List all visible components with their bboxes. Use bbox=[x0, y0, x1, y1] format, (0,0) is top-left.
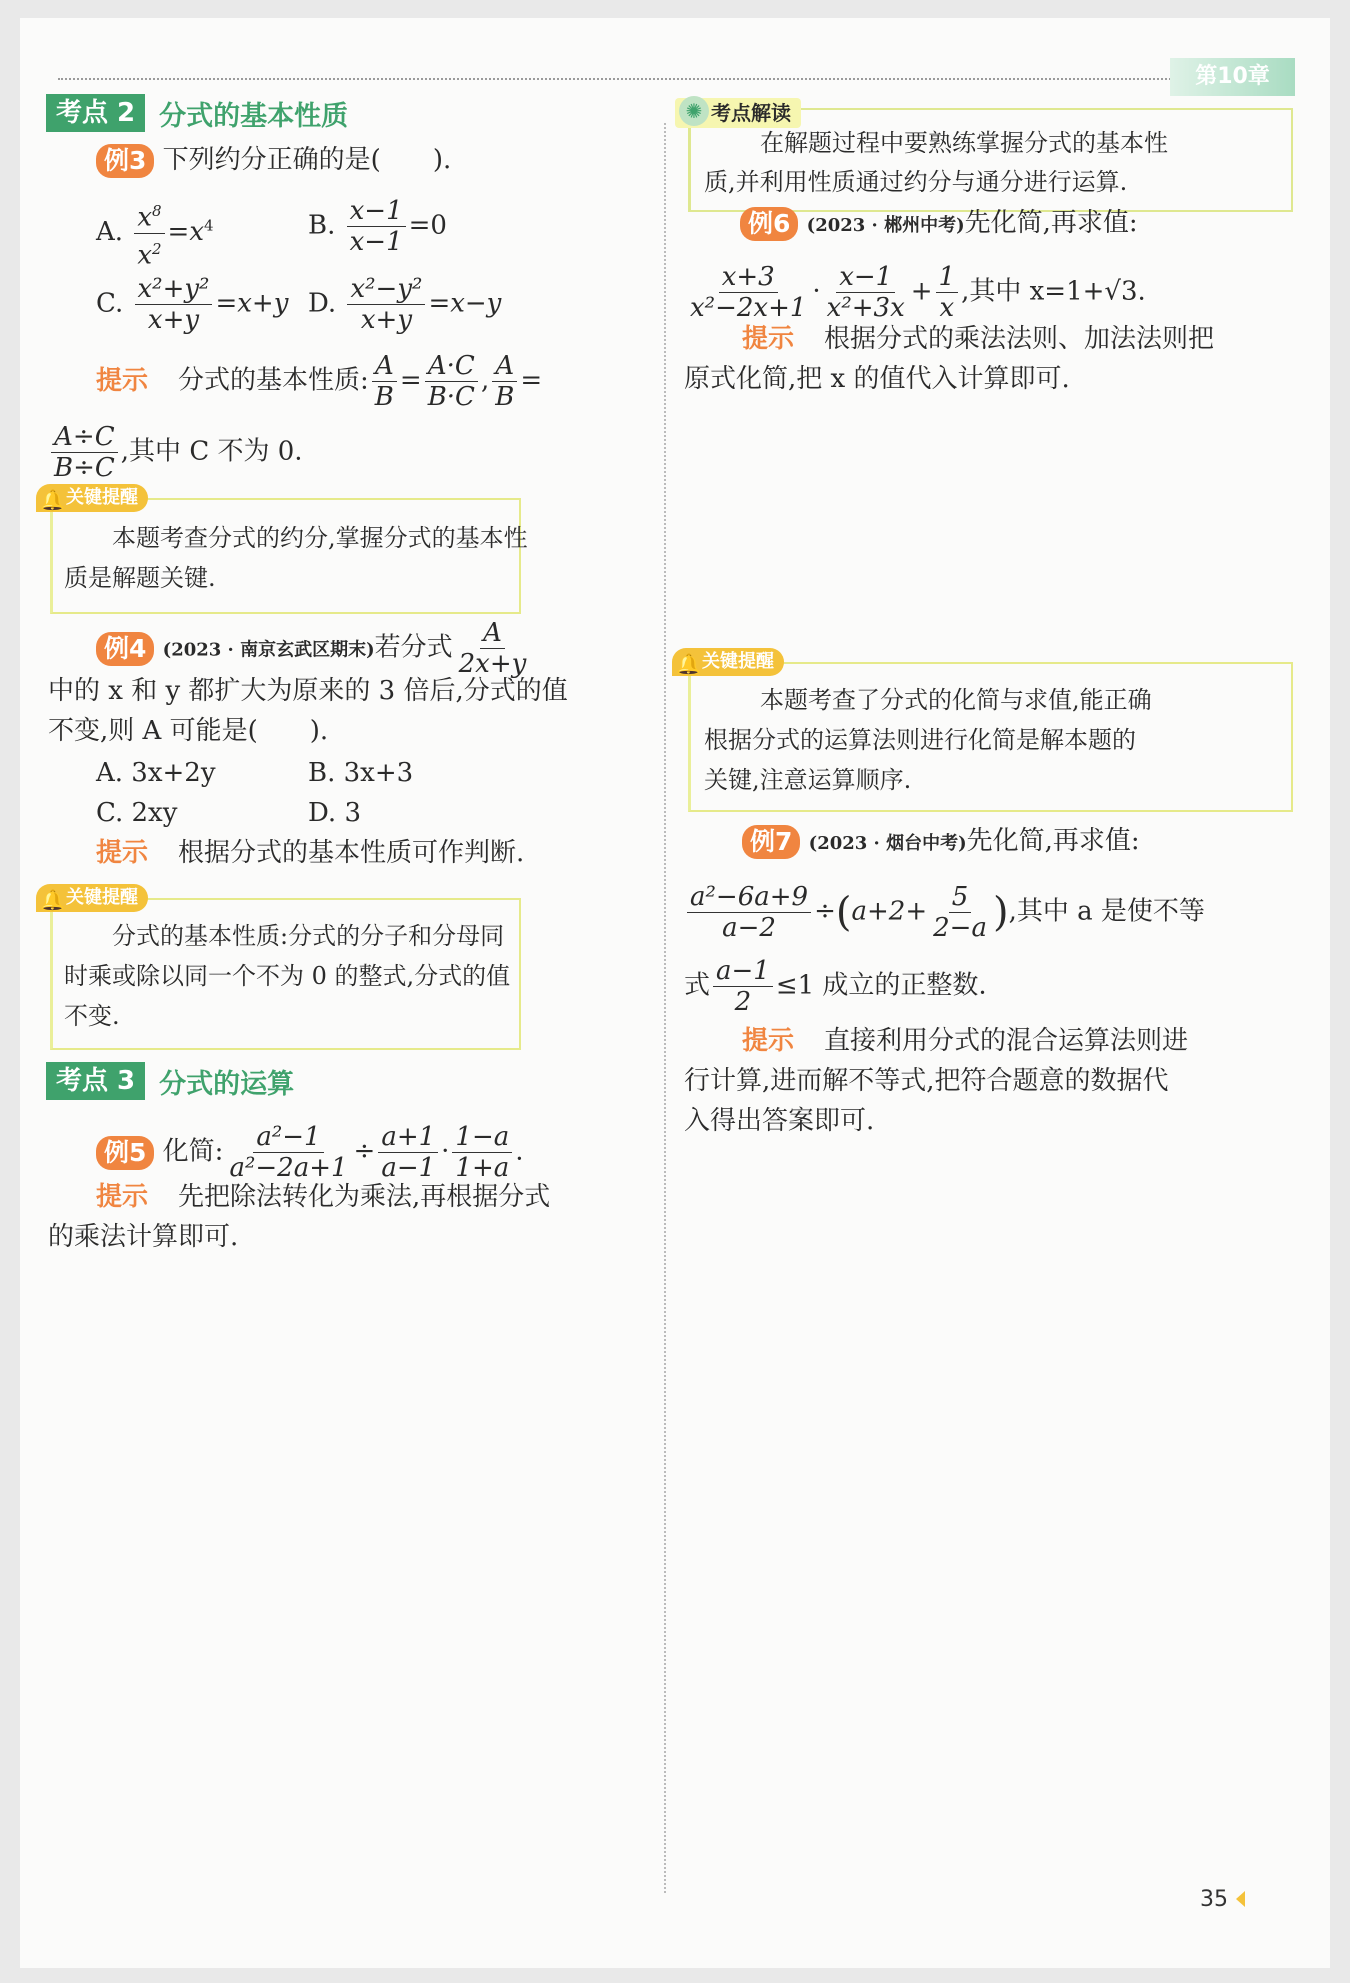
page-number: 35 bbox=[1200, 1887, 1228, 1912]
example-7-question: 例7 (2023 · 烟台中考)先化简,再求值: bbox=[742, 824, 1140, 861]
key-reminder-line: 关键,注意运算顺序. bbox=[704, 766, 912, 794]
option-d: D. 3 bbox=[308, 798, 361, 828]
key-reminder-line: 根据分式的运算法则进行化简是解本题的 bbox=[704, 726, 1136, 754]
chapter-tab: 第10章 bbox=[1170, 58, 1295, 96]
example-5-hint: 提示 先把除法转化为乘法,再根据分式 bbox=[96, 1182, 551, 1212]
example-6-hint-cont: 原式化简,把 x 的值代入计算即可. bbox=[684, 364, 1070, 394]
bell-icon: 🔔 bbox=[40, 488, 65, 512]
example-7-expression: $\frac{\text{a²−6a+9}}{a-2}$ ÷(a+2+ $\frac{5}{2-a}$ ),其中 a 是使不等 bbox=[684, 882, 1205, 943]
example-7-line: 式 $\frac{a-1}{2}$ ≤1 成立的正整数. bbox=[684, 956, 987, 1017]
key-reminder-label: 🔔 关键提醒 bbox=[36, 484, 148, 512]
section-title: 分式的运算 bbox=[159, 1068, 295, 1100]
option-a: A. $\frac{x^8}{x^2}$ $=x^4$ bbox=[96, 196, 214, 270]
example-5-hint-cont: 的乘法计算即可. bbox=[48, 1222, 239, 1252]
option-b: B. 3x+3 bbox=[308, 758, 414, 788]
example-badge: 例4 bbox=[96, 632, 154, 666]
sun-icon: ✺ bbox=[679, 96, 709, 126]
key-reminder-label: 🔔 关键提醒 bbox=[672, 648, 784, 676]
section-3-heading bbox=[46, 1062, 294, 1100]
reading-label: ✺ 考点解读 bbox=[675, 98, 801, 128]
option-c: C. $\frac{\text{x²+y²}}{x+y}$ =x+y bbox=[96, 274, 289, 335]
section-tag: 考点 2 bbox=[46, 94, 145, 132]
example-5-question: 例5 化简: $\frac{\text{a²−1}}{\text{a²−2a+1}}$ ÷ $\frac{a+1}{a-1}$ · $\frac{1-a}{1+a}$ . bbox=[96, 1122, 524, 1183]
key-reminder-line: 质是解题关键. bbox=[64, 564, 216, 592]
example-badge: 例5 bbox=[96, 1136, 154, 1170]
page-marker-icon bbox=[1236, 1891, 1245, 1907]
key-reminder-line: 本题考查了分式的化简与求值,能正确 bbox=[760, 686, 1152, 714]
textbook-page bbox=[20, 18, 1330, 1968]
key-reminder-label: 🔔 关键提醒 bbox=[36, 884, 148, 912]
reading-line: 在解题过程中要熟练掌握分式的基本性 bbox=[760, 129, 1168, 157]
example-badge: 例6 bbox=[740, 207, 798, 241]
example-7-hint-cont: 行计算,进而解不等式,把符合题意的数据代 bbox=[684, 1066, 1169, 1096]
header-rule bbox=[58, 78, 1290, 80]
option-a: A. 3x+2y bbox=[96, 758, 216, 788]
example-3-hint-cont: $\frac{A\div C}{B\div C}$ ,其中 C 不为 0. bbox=[48, 422, 303, 483]
key-reminder-line: 本题考查分式的约分,掌握分式的基本性 bbox=[112, 524, 528, 552]
key-reminder-line: 时乘或除以同一个不为 0 的整式,分式的值 bbox=[64, 962, 511, 990]
example-6-question: 例6 (2023 · 郴州中考)先化简,再求值: bbox=[740, 206, 1138, 243]
option-c: C. 2xy bbox=[96, 798, 178, 828]
example-6-expression: $\frac{x+3}{\text{x²−2x+1}}$ · $\frac{x-1}{\text{x²+3x}}$ + $\frac{1}{x}$ ,其中 x=1+√3. bbox=[690, 262, 1146, 323]
example-badge: 例3 bbox=[96, 144, 154, 178]
example-4-hint: 提示 根据分式的基本性质可作判断. bbox=[96, 838, 525, 868]
option-b: B. $\frac{x-1}{x-1}$ =0 bbox=[308, 196, 447, 257]
section-title: 分式的基本性质 bbox=[159, 100, 349, 132]
example-4-line: 不变,则 A 可能是( ). bbox=[48, 716, 329, 746]
option-d: D. $\frac{\text{x²−y²}}{x+y}$ =x−y bbox=[308, 274, 502, 335]
example-4-line: 中的 x 和 y 都扩大为原来的 3 倍后,分式的值 bbox=[48, 676, 568, 706]
example-badge: 例7 bbox=[742, 825, 800, 859]
reading-line: 质,并利用性质通过约分与通分进行运算. bbox=[704, 168, 1128, 196]
example-4-question: 例4 (2023 · 南京玄武区期末)若分式 $\frac{A}{2x+y}$ bbox=[96, 618, 532, 679]
example-6-hint: 提示 根据分式的乘法法则、加法法则把 bbox=[742, 324, 1215, 354]
bell-icon: 🔔 bbox=[40, 888, 65, 912]
bell-icon: 🔔 bbox=[676, 652, 701, 676]
section-tag: 考点 3 bbox=[46, 1062, 145, 1100]
example-3-hint: 提示 分式的基本性质: $\frac{A}{B}$ = $\frac{A\cdot C}{B\cdot C}$ , $\frac{A}{B}$ = bbox=[96, 351, 543, 412]
example-7-hint-cont: 入得出答案即可. bbox=[684, 1106, 875, 1136]
column-divider bbox=[664, 123, 666, 1893]
example-3-question: 例3 下列约分正确的是( ). bbox=[96, 143, 451, 178]
key-reminder-line: 不变. bbox=[64, 1002, 120, 1030]
key-reminder-line: 分式的基本性质:分式的分子和分母同 bbox=[112, 922, 505, 950]
example-7-hint: 提示 直接利用分式的混合运算法则进 bbox=[742, 1026, 1189, 1056]
section-2-heading bbox=[46, 94, 348, 132]
